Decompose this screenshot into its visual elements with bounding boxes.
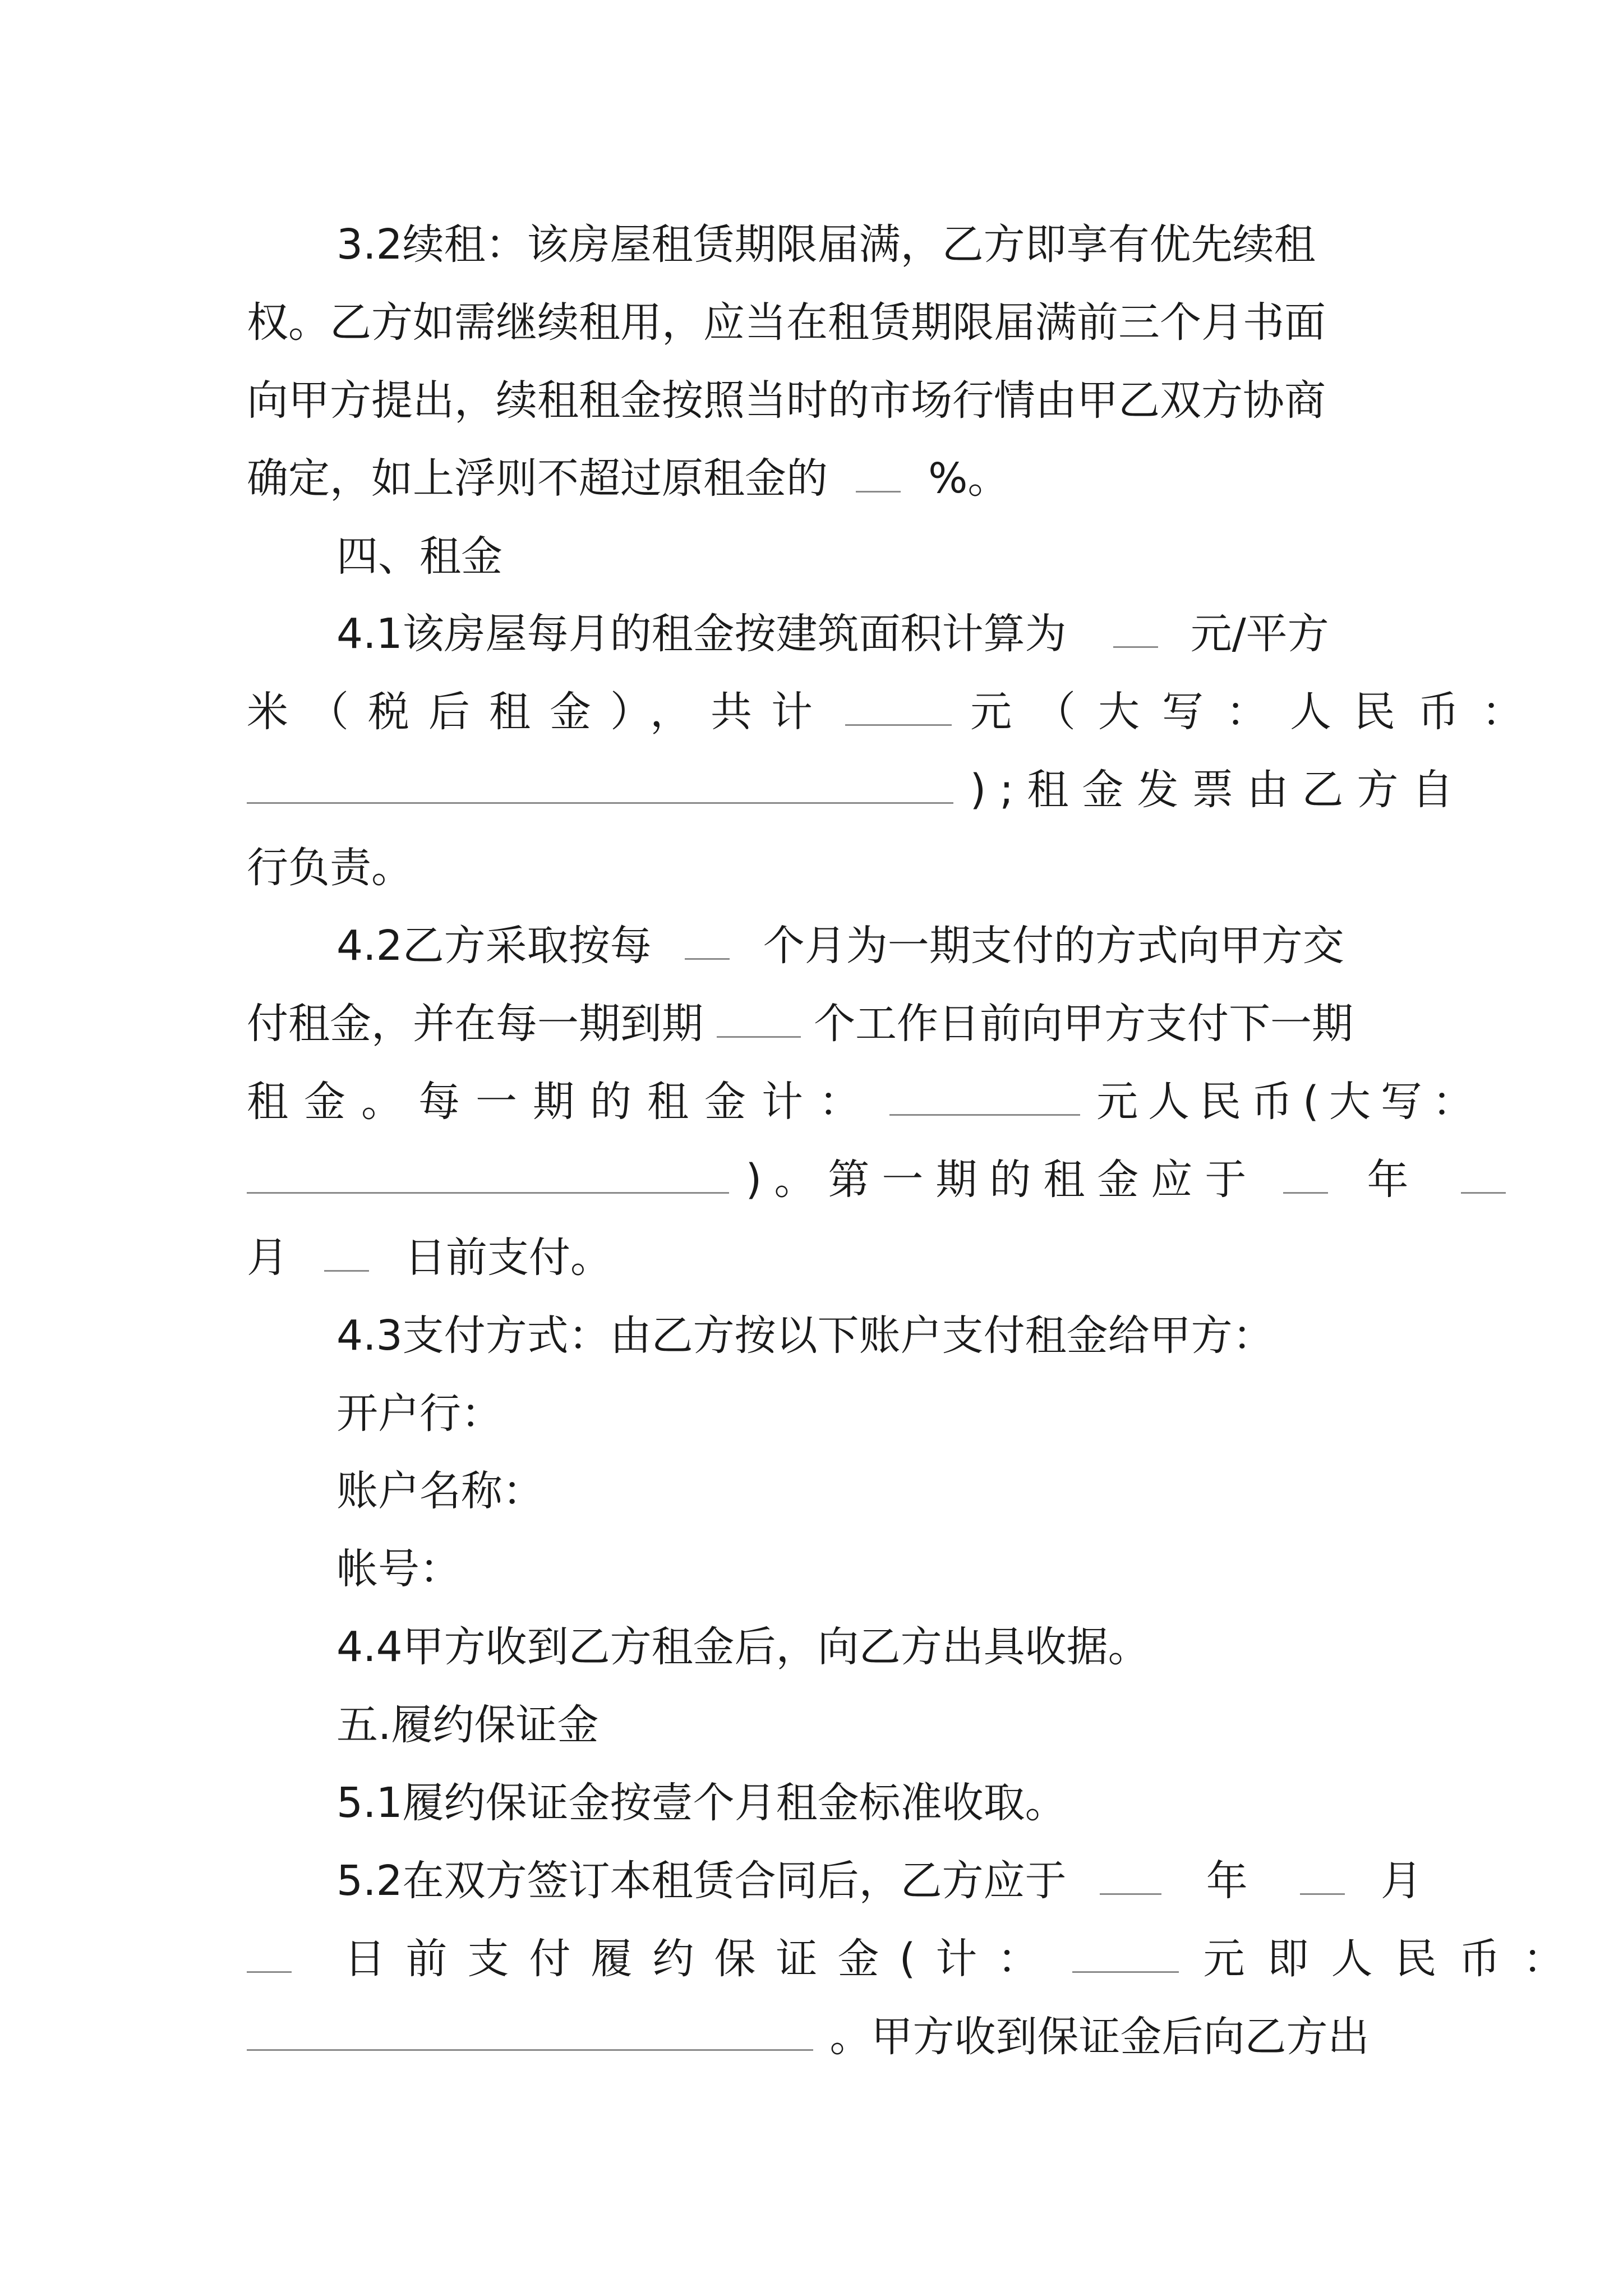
clause-4-1-line-4: 行负责。 (247, 844, 413, 892)
blank-deposit-year (1100, 1854, 1161, 1895)
clause-5-2-line-1 (336, 1853, 1422, 1909)
blank-deposit-day (247, 1932, 292, 1973)
blank-first-day (324, 1231, 369, 1272)
blank-months (685, 919, 730, 960)
clause-4-2-text-a: 4.2乙方采取按每 (336, 922, 652, 970)
clause-4-2-text-g: )。第一期的租金应于 (745, 1156, 1259, 1204)
clause-4-1-invoice-text: );租金发票由乙方自 (970, 766, 1467, 814)
account-number-label: 帐号： (336, 1545, 461, 1593)
clause-4-2-line-5 (247, 1230, 1388, 1286)
clause-4-1-unit: 元/平方 (1190, 610, 1329, 658)
clause-3-2-line-4 (247, 450, 1388, 507)
blank-capital-amount (247, 763, 953, 804)
clause-5-2-text-d: 。甲方收到保证金后向乙方出 (829, 2013, 1370, 2061)
clause-4-1-line-2 (247, 684, 1546, 740)
clause-3-2-line-1: 3.2续租：该房屋租赁期限届满，乙方即享有优先续租 (336, 220, 1316, 269)
clause-3-2-text: 确定，如上浮则不超过原租金的 (247, 454, 828, 503)
clause-5-2-text-c: 元即人民币： (1203, 1935, 1587, 1983)
clause-3-2-line-3: 向甲方提出，续租租金按照当时的市场行情由甲乙双方协商 (247, 376, 1326, 425)
blank-workdays (717, 997, 801, 1038)
clause-5-2-line-3 (247, 2009, 1388, 2065)
clause-4-2-line-1 (336, 918, 1388, 974)
clause-4-2-text-c: 付租金，并在每一期到期 (247, 1000, 703, 1048)
clause-4-2-text-e: 租金。每一期的租金计： (247, 1078, 876, 1126)
section-4-heading: 四、租金 (336, 532, 502, 581)
clause-4-2-year: 年 (1367, 1156, 1409, 1204)
blank-first-year (1283, 1153, 1328, 1194)
blank-deposit-capital (247, 2010, 813, 2051)
clause-4-1-capital-text: 元（大写：人民币： (970, 688, 1546, 736)
clause-4-2-line-3 (247, 1074, 1484, 1130)
clause-5-2-month: 月 (1380, 1857, 1422, 1905)
blank-total (845, 685, 952, 726)
clause-4-1-line-1 (336, 606, 1388, 662)
clause-4-3: 4.3支付方式：由乙方按以下账户支付租金给甲方： (336, 1312, 1274, 1360)
blank-period-rent (889, 1075, 1080, 1116)
clause-4-2-text-f: 元人民币(大写： (1096, 1078, 1484, 1126)
clause-4-4: 4.4甲方收到乙方租金后，向乙方出具收据。 (336, 1623, 1150, 1671)
blank-deposit-month (1300, 1854, 1345, 1895)
blank-first-month (1461, 1153, 1506, 1194)
clause-5-2-text-b: 日前支付履约保证金(计： (344, 1935, 1059, 1983)
clause-5-1: 5.1履约保证金按壹个月租金标准收取。 (336, 1779, 1067, 1827)
clause-4-2-text-d: 个工作日前向甲方支付下一期 (814, 1000, 1354, 1048)
clause-4-2-text-b: 个月为一期支付的方式向甲方交 (763, 922, 1344, 970)
section-5-heading: 五.履约保证金 (336, 1701, 599, 1749)
clause-4-2-line-2 (247, 996, 1388, 1052)
clause-5-2-text-a: 5.2在双方签订本租赁合同后，乙方应于 (336, 1857, 1067, 1905)
account-name-label: 账户名称： (336, 1467, 544, 1515)
clause-3-2-percent-sign: %。 (928, 454, 1009, 503)
clause-4-2-month: 月 (247, 1234, 288, 1282)
clause-4-1-line-3 (247, 762, 1467, 818)
clause-5-2-line-2 (247, 1931, 1587, 1987)
clause-4-1-total-text: 米（税后租金），共计 (247, 688, 832, 736)
clause-5-2-year: 年 (1206, 1857, 1248, 1905)
clause-4-1-text: 4.1该房屋每月的租金按建筑面积计算为 (336, 610, 1067, 658)
clause-3-2-line-2: 权。乙方如需继续租用，应当在租赁期限届满前三个月书面 (247, 298, 1326, 347)
clause-4-2-text-h: 日前支付。 (404, 1234, 612, 1282)
blank-period-capital (247, 1153, 729, 1194)
blank-unit-price (1113, 607, 1158, 648)
bank-label: 开户行： (336, 1389, 502, 1438)
blank-percent (856, 452, 901, 493)
blank-deposit-amount (1072, 1932, 1179, 1973)
clause-4-2-line-4 (247, 1152, 1409, 1208)
